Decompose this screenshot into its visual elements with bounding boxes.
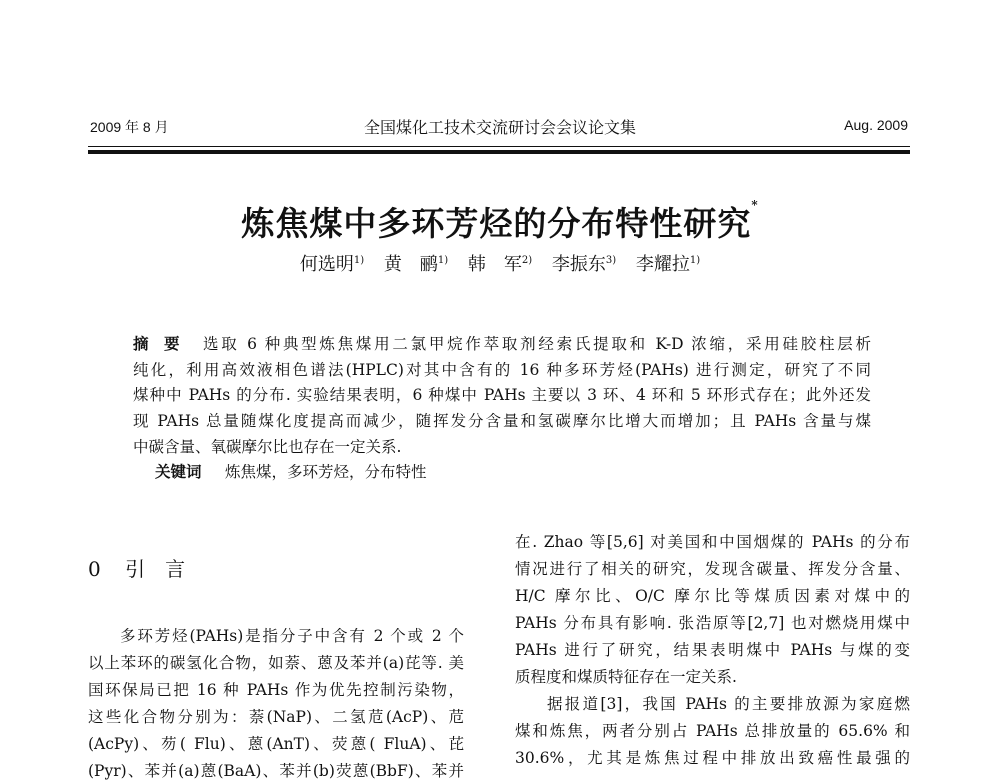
body-line: 质程度和煤质特征存在一定关系. [515, 668, 737, 686]
author [300, 254, 364, 275]
abstract-line: 煤种中 PAHs 的分布. 实验结果表明，6 种煤中 PAHs 主要以 3 环、4 环和 5 环形式存在；此外还发 [133, 386, 871, 404]
body-line: 煤和炼焦，两者分别占 PAHs 总排放量的 65.6% 和 [515, 722, 910, 740]
header-rule-thick [88, 150, 910, 154]
title-footnote-mark: * [751, 198, 759, 212]
keywords: 炼焦煤，多环芳烃，分布特性 [225, 463, 427, 481]
abstract-line: 纯化，利用高效液相色谱法(HPLC)对其中含有的 16 种多环芳烃(PAHs) 进行测定，研究了不同 [133, 361, 871, 379]
section-number: 0 [88, 557, 101, 581]
body-line: 国环保局已把 16 种 PAHs 作为优先控制污染物， [88, 681, 464, 699]
body-line: 这些化合物分别为：萘(NaP)、二氢苊(AcP)、苊 [88, 708, 464, 726]
body-line: 30.6%，尤其是炼焦过程中排放出致癌性最强的 [515, 749, 910, 767]
author [468, 254, 532, 275]
body-line: (Pyr)、苯并(a)蒽(BaA)、苯并(b)荧蒽(BbF)、苯并 [88, 762, 464, 780]
section-title: 引 言 [125, 557, 186, 581]
author-affiliation: 1) [353, 255, 365, 266]
author [384, 254, 448, 275]
author-name: 李振东 [551, 254, 606, 275]
paper-title [0, 198, 1000, 245]
author-name: 李耀拉 [635, 254, 690, 275]
header-rule-thin [88, 146, 910, 147]
body-line: PAHs 进行了研究，结果表明煤中 PAHs 与煤的变 [515, 641, 910, 659]
abstract-label: 摘 要 [133, 334, 180, 353]
abstract-line: 选取 6 种典型炼焦煤用二氯甲烷作萃取剂经索氏提取和 K-D 浓缩，采用硅胶柱层析 [203, 335, 871, 353]
author-name: 黄 鹂 [383, 254, 438, 275]
body-line: PAHs 分布具有影响. 张浩原等[2,7] 也对燃烧用煤中 [515, 614, 910, 632]
abstract-line: 现 PAHs 总量随煤化度提高而减少，随挥发分含量和氢碳摩尔比增大而增加；且 PAHs 含量与煤 [133, 412, 871, 430]
header-journal: 全国煤化工技术交流研讨会会议论文集 [363, 120, 636, 137]
section-heading [88, 553, 185, 582]
author [636, 254, 700, 275]
author-affiliation: 1) [689, 255, 701, 266]
author-affiliation: 3) [605, 255, 617, 266]
author-affiliation: 2) [521, 255, 533, 266]
body-line: 在. Zhao 等[5,6] 对美国和中国烟煤的 PAHs 的分布 [515, 533, 910, 551]
abstract-line: 中碳含量、氧碳摩尔比也存在一定关系. [133, 438, 402, 456]
keywords-label: 关键词 [155, 462, 202, 481]
author-name: 何选明 [299, 254, 354, 275]
author-list [0, 250, 1000, 276]
author [552, 254, 616, 275]
author-name: 韩 军 [467, 254, 522, 275]
author-affiliation: 1) [437, 255, 449, 266]
header-date-cn: 2009 年 8 月 [90, 119, 169, 135]
body-line: (AcPy)、芴( Flu)、蒽(AnT)、荧蒽( FluA)、芘 [88, 735, 464, 753]
title-text: 炼焦煤中多环芳烃的分布特性研究 [241, 204, 752, 243]
header-date-en: Aug. 2009 [844, 117, 908, 133]
body-line: 据报道[3]，我国 PAHs 的主要排放源为家庭燃 [547, 695, 910, 713]
body-line: 多环芳烃(PAHs)是指分子中含有 2 个或 2 个 [120, 627, 464, 645]
body-line: 情况进行了相关的研究，发现含碳量、挥发分含量、 [515, 560, 910, 578]
body-line: H/C 摩尔比、O/C 摩尔比等煤质因素对煤中的 [515, 587, 910, 605]
body-line: 以上苯环的碳氢化合物，如萘、蒽及苯并(a)芘等. 美 [88, 654, 464, 672]
